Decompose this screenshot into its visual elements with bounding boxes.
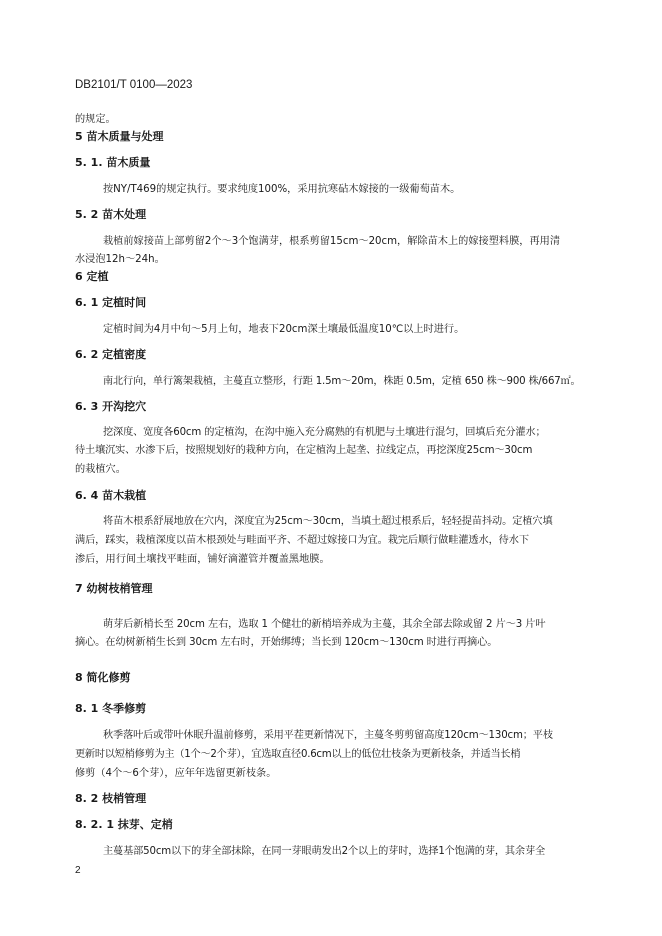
section-6-4-line-1: 将苗木根系舒展地放在穴内，深度宜为25cm～30cm，当填土超过根系后，轻轻提苗抖动。定植穴填 <box>103 516 553 527</box>
section-5-2-line-1: 栽植前嫁接苗上部剪留2个～3个饱满芽，根系剪留15cm～20cm，解除苗木上的嫁接塑料膜，再用清 <box>103 236 561 247</box>
section-6-4-heading: 6. 4 苗木栽植 <box>75 489 147 502</box>
section-5-2-heading: 5. 2 苗木处理 <box>75 208 147 221</box>
section-6-3-line-3: 的栽植穴。 <box>75 464 126 475</box>
section-8-2-1-line-1: 主蔓基部50cm以下的芽全部抹除，在同一芽眼萌发出2个以上的芽时，选择1个饱满的芽，其余芽全 <box>103 846 546 857</box>
section-5-heading: 5 苗木质量与处理 <box>75 130 164 143</box>
section-7-line-2: 摘心。在幼树新梢生长到 30cm 左右时，开始绑缚；当长到 120cm～130cm 时进行再摘心。 <box>75 637 498 648</box>
section-6-3-heading: 6. 3 开沟挖穴 <box>75 400 147 413</box>
section-8-2-1-heading: 8. 2. 1 抹芽、定梢 <box>75 818 173 831</box>
section-6-3-line-2: 待土壤沉实、水渗下后，按照规划好的栽种方向，在定植沟上起垄、拉线定点，再挖深度25cm～30cm <box>75 445 533 456</box>
section-5-1-text: 按NY/T469的规定执行。要求纯度100%，采用抗寒砧木嫁接的一级葡萄苗木。 <box>103 184 461 195</box>
section-8-1-line-1: 秋季落叶后或带叶休眠升温前修剪，采用平茬更新情况下，主蔓冬剪剪留高度120cm～130cm；平枝 <box>103 730 553 741</box>
section-6-1-heading: 6. 1 定植时间 <box>75 296 147 309</box>
section-6-3-line-1: 挖深度、宽度各60cm 的定植沟，在沟中施入充分腐熟的有机肥与土壤进行混匀，回填后充分灌水； <box>103 427 546 438</box>
section-8-1-line-3: 修剪（4个～6个芽），应年年选留更新枝条。 <box>75 768 277 779</box>
section-6-4-line-3: 渗后，用行间土壤找平畦面，铺好滴灌管并覆盖黑地膜。 <box>75 554 330 565</box>
section-6-4-line-2: 满后，踩实，栽植深度以苗木根颈处与畦面平齐、不超过嫁接口为宜。栽完后顺行做畦灌透水，待水下 <box>75 535 529 546</box>
section-6-2-text: 南北行向，单行篱架栽植，主蔓直立整形，行距 1.5m～20m，株距 0.5m，定植 650 株～900 株/667㎡。 <box>103 376 581 387</box>
section-6-heading: 6 定植 <box>75 270 109 283</box>
section-5-1-heading: 5. 1. 苗木质量 <box>75 156 151 169</box>
section-8-2-heading: 8. 2 枝梢管理 <box>75 792 147 805</box>
section-7-line-1: 萌芽后新梢长至 20cm 左右，选取 1 个健壮的新梢培养成为主蔓，其余全部去除或留 2 片～3 片叶 <box>103 619 546 630</box>
document-code: DB2101/T 0100—2023 <box>75 79 193 91</box>
section-8-1-heading: 8. 1 冬季修剪 <box>75 702 147 715</box>
section-8-heading: 8 简化修剪 <box>75 671 131 684</box>
section-6-2-heading: 6. 2 定植密度 <box>75 348 147 361</box>
page-number: 2 <box>75 865 81 876</box>
section-7-heading: 7 幼树枝梢管理 <box>75 582 153 595</box>
section-8-1-line-2: 更新时以短梢修剪为主（1个～2个芽），宜选取直径0.6cm以上的低位壮枝条为更新枝条，并适当长梢 <box>75 749 521 760</box>
section-5-2-line-2: 水浸泡12h～24h。 <box>75 254 165 265</box>
section-6-1-text: 定植时间为4月中旬～5月上旬，地表下20cm深土壤最低温度10℃以上时进行。 <box>103 324 465 335</box>
carry-over-text: 的规定。 <box>75 114 116 125</box>
